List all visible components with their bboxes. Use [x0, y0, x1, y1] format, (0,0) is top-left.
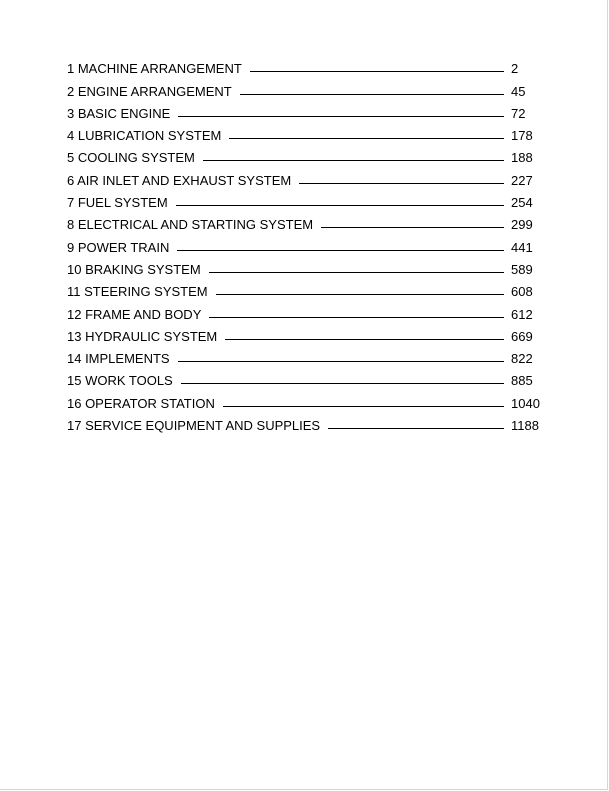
toc-entry-page: 608 — [511, 284, 533, 300]
toc-leader-line — [178, 361, 504, 362]
toc-entry[interactable] — [67, 232, 547, 254]
toc-entry-page: 885 — [511, 373, 533, 389]
toc-leader-line — [299, 183, 504, 184]
toc-leader-line — [225, 339, 504, 340]
toc-entry-page: 2 — [511, 61, 519, 77]
toc-entry[interactable] — [67, 99, 547, 121]
toc-entry-title: 2 ENGINE ARRANGEMENT — [67, 83, 232, 99]
toc-entry-title: 11 STEERING SYSTEM — [67, 284, 208, 300]
toc-entry-title: 3 BASIC ENGINE — [67, 105, 171, 121]
toc-entry[interactable] — [67, 411, 547, 433]
toc-entry[interactable] — [67, 299, 547, 321]
toc-leader-line — [328, 428, 504, 429]
toc-entry[interactable] — [67, 255, 547, 277]
toc-entry-title: 10 BRAKING SYSTEM — [67, 261, 201, 277]
toc-leader-line — [240, 94, 504, 95]
toc-entry[interactable] — [67, 165, 547, 187]
toc-leader-line — [209, 317, 504, 318]
toc-entry[interactable] — [67, 210, 547, 232]
toc-leader-line — [250, 71, 504, 72]
toc-entry-title: 16 OPERATOR STATION — [67, 395, 215, 411]
toc-entry-page: 45 — [511, 83, 526, 99]
toc-entry-page: 1040 — [511, 395, 540, 411]
toc-leader-line — [176, 205, 504, 206]
toc-entry-title: 1 MACHINE ARRANGEMENT — [67, 61, 242, 77]
toc-entry-page: 178 — [511, 128, 533, 144]
toc-leader-line — [178, 116, 504, 117]
toc-entry-title: 5 COOLING SYSTEM — [67, 150, 195, 166]
toc-entry-title: 13 HYDRAULIC SYSTEM — [67, 328, 218, 344]
toc-leader-line — [177, 250, 504, 251]
toc-leader-line — [321, 227, 504, 228]
toc-entry[interactable] — [67, 188, 547, 210]
toc-entry-page: 299 — [511, 217, 533, 233]
toc-entry-page: 72 — [511, 105, 526, 121]
toc-entry-title: 15 WORK TOOLS — [67, 373, 173, 389]
toc-entry[interactable] — [67, 121, 547, 143]
toc-entry-page: 441 — [511, 239, 533, 255]
toc-entry-title: 17 SERVICE EQUIPMENT AND SUPPLIES — [67, 418, 321, 434]
toc-entry-page: 822 — [511, 351, 533, 367]
toc-entry[interactable] — [67, 277, 547, 299]
toc-entry[interactable] — [67, 54, 547, 76]
toc-entry[interactable] — [67, 388, 547, 410]
toc-entry-page: 1188 — [511, 418, 539, 434]
toc-entry[interactable] — [67, 76, 547, 98]
toc-entry-title: 14 IMPLEMENTS — [67, 351, 170, 367]
toc-entry[interactable] — [67, 366, 547, 388]
toc-leader-line — [223, 406, 504, 407]
toc-entry[interactable] — [67, 322, 547, 344]
toc-leader-line — [216, 294, 504, 295]
toc-entry-title: 12 FRAME AND BODY — [67, 306, 202, 322]
toc-entry-page: 254 — [511, 195, 533, 211]
toc-leader-line — [203, 160, 504, 161]
toc-entry-page: 188 — [511, 150, 533, 166]
toc-entry-title: 7 FUEL SYSTEM — [67, 195, 168, 211]
toc-entry-page: 612 — [511, 306, 533, 322]
toc-entry-title: 4 LUBRICATION SYSTEM — [67, 128, 222, 144]
toc-entry-title: 6 AIR INLET AND EXHAUST SYSTEM — [67, 172, 292, 188]
toc-entry-page: 589 — [511, 261, 533, 277]
toc-leader-line — [209, 272, 504, 273]
toc-leader-line — [229, 138, 504, 139]
toc-entry[interactable] — [67, 344, 547, 366]
table-of-contents — [67, 54, 547, 433]
toc-entry-page: 227 — [511, 172, 533, 188]
toc-entry[interactable] — [67, 143, 547, 165]
toc-entry-page: 669 — [511, 328, 533, 344]
toc-entry-title: 8 ELECTRICAL AND STARTING SYSTEM — [67, 217, 314, 233]
toc-leader-line — [181, 383, 504, 384]
toc-entry-title: 9 POWER TRAIN — [67, 239, 170, 255]
